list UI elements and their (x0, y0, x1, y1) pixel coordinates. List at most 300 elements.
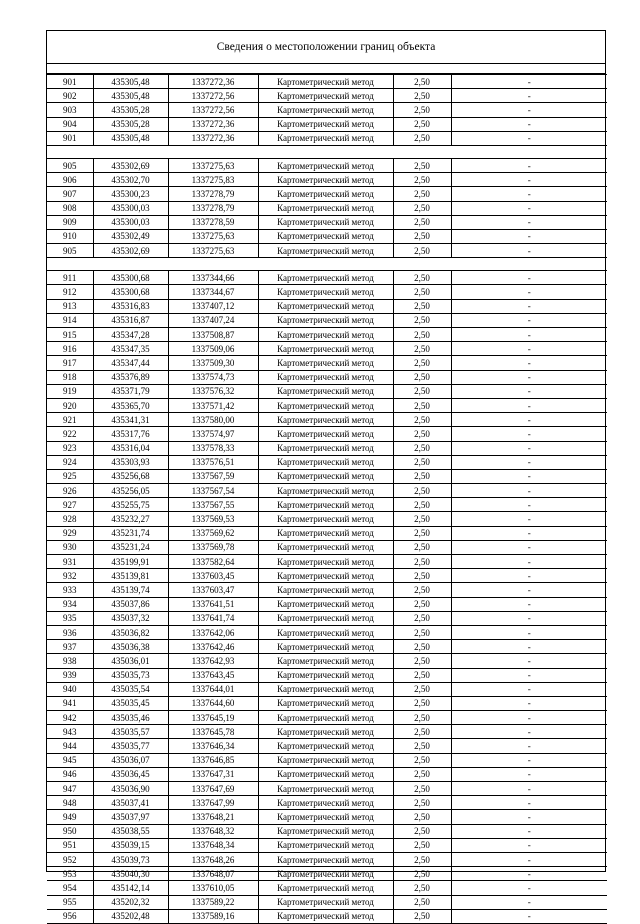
x-coordinate-cell: 435255,75 (93, 498, 168, 512)
point-number-cell: 943 (47, 725, 93, 739)
y-coordinate-cell: 1337644,01 (168, 682, 258, 696)
y-coordinate-cell: 1337278,59 (168, 215, 258, 229)
description-cell: - (451, 215, 607, 229)
x-coordinate-cell: 435365,70 (93, 398, 168, 412)
point-number-cell: 918 (47, 370, 93, 384)
accuracy-cell: 2,50 (393, 881, 451, 895)
point-number-cell: 934 (47, 597, 93, 611)
accuracy-cell: 2,50 (393, 370, 451, 384)
accuracy-cell: 2,50 (393, 427, 451, 441)
y-coordinate-cell: 1337603,47 (168, 583, 258, 597)
y-coordinate-cell: 1337407,12 (168, 299, 258, 313)
point-number-cell: 927 (47, 498, 93, 512)
point-number-cell: 935 (47, 611, 93, 625)
x-coordinate-cell: 435036,01 (93, 654, 168, 668)
description-cell: - (451, 498, 607, 512)
x-coordinate-cell: 435037,97 (93, 810, 168, 824)
table-row (47, 413, 607, 427)
method-cell: Картометрический метод (258, 215, 393, 229)
y-coordinate-cell: 1337578,33 (168, 441, 258, 455)
y-coordinate-cell: 1337641,74 (168, 611, 258, 625)
table-row (47, 187, 607, 201)
accuracy-cell: 2,50 (393, 611, 451, 625)
table-row (47, 782, 607, 796)
y-coordinate-cell: 1337272,56 (168, 89, 258, 103)
accuracy-cell: 2,50 (393, 540, 451, 554)
accuracy-cell: 2,50 (393, 867, 451, 881)
x-coordinate-cell: 435303,93 (93, 455, 168, 469)
method-cell: Картометрический метод (258, 796, 393, 810)
point-number-cell: 922 (47, 427, 93, 441)
x-coordinate-cell: 435302,70 (93, 173, 168, 187)
x-coordinate-cell: 435316,83 (93, 299, 168, 313)
description-cell: - (451, 455, 607, 469)
method-cell: Картометрический метод (258, 271, 393, 285)
table-row (47, 838, 607, 852)
description-cell: - (451, 356, 607, 370)
description-cell: - (451, 654, 607, 668)
accuracy-cell: 2,50 (393, 909, 451, 923)
x-coordinate-cell: 435371,79 (93, 384, 168, 398)
x-coordinate-cell: 435202,32 (93, 895, 168, 909)
point-number-cell: 955 (47, 895, 93, 909)
description-cell: - (451, 75, 607, 89)
accuracy-cell: 2,50 (393, 739, 451, 753)
description-cell: - (451, 187, 607, 201)
method-cell: Картометрический метод (258, 696, 393, 710)
point-number-cell: 904 (47, 117, 93, 131)
method-cell: Картометрический метод (258, 625, 393, 639)
x-coordinate-cell: 435302,69 (93, 158, 168, 172)
x-coordinate-cell: 435037,41 (93, 796, 168, 810)
method-cell: Картометрический метод (258, 89, 393, 103)
description-cell: - (451, 852, 607, 866)
point-number-cell: 920 (47, 398, 93, 412)
description-cell: - (451, 668, 607, 682)
accuracy-cell: 2,50 (393, 413, 451, 427)
x-coordinate-cell: 435231,74 (93, 526, 168, 540)
method-cell: Картометрический метод (258, 244, 393, 258)
point-number-cell: 932 (47, 569, 93, 583)
point-number-cell: 916 (47, 342, 93, 356)
description-cell: - (451, 342, 607, 356)
y-coordinate-cell: 1337278,79 (168, 187, 258, 201)
table-row (47, 75, 607, 89)
method-cell: Картометрический метод (258, 131, 393, 145)
description-cell: - (451, 569, 607, 583)
method-cell: Картометрический метод (258, 725, 393, 739)
method-cell: Картометрический метод (258, 398, 393, 412)
method-cell: Картометрический метод (258, 441, 393, 455)
table-row (47, 117, 607, 131)
table-row (47, 583, 607, 597)
x-coordinate-cell: 435305,28 (93, 103, 168, 117)
description-cell: - (451, 313, 607, 327)
point-number-cell: 917 (47, 356, 93, 370)
x-coordinate-cell: 435231,24 (93, 540, 168, 554)
table-row (47, 611, 607, 625)
method-cell: Картометрический метод (258, 867, 393, 881)
method-cell: Картометрический метод (258, 611, 393, 625)
table-row (47, 384, 607, 398)
y-coordinate-cell: 1337574,73 (168, 370, 258, 384)
description-cell: - (451, 767, 607, 781)
table-row (47, 441, 607, 455)
point-number-cell: 940 (47, 682, 93, 696)
table-row (47, 427, 607, 441)
point-number-cell: 907 (47, 187, 93, 201)
x-coordinate-cell: 435035,57 (93, 725, 168, 739)
y-coordinate-cell: 1337642,93 (168, 654, 258, 668)
description-cell: - (451, 413, 607, 427)
accuracy-cell: 2,50 (393, 654, 451, 668)
x-coordinate-cell: 435376,89 (93, 370, 168, 384)
method-cell: Картометрический метод (258, 654, 393, 668)
description-cell: - (451, 117, 607, 131)
accuracy-cell: 2,50 (393, 782, 451, 796)
method-cell: Картометрический метод (258, 909, 393, 923)
x-coordinate-cell: 435300,68 (93, 285, 168, 299)
y-coordinate-cell: 1337648,32 (168, 824, 258, 838)
description-cell: - (451, 328, 607, 342)
y-coordinate-cell: 1337272,36 (168, 117, 258, 131)
x-coordinate-cell: 435039,15 (93, 838, 168, 852)
x-coordinate-cell: 435300,68 (93, 271, 168, 285)
method-cell: Картометрический метод (258, 540, 393, 554)
description-cell: - (451, 285, 607, 299)
description-cell: - (451, 824, 607, 838)
description-cell: - (451, 526, 607, 540)
x-coordinate-cell: 435035,54 (93, 682, 168, 696)
x-coordinate-cell: 435035,77 (93, 739, 168, 753)
y-coordinate-cell: 1337582,64 (168, 555, 258, 569)
method-cell: Картометрический метод (258, 597, 393, 611)
method-cell: Картометрический метод (258, 824, 393, 838)
table-row (47, 342, 607, 356)
accuracy-cell: 2,50 (393, 838, 451, 852)
table-row (47, 229, 607, 243)
table-row (47, 540, 607, 554)
x-coordinate-cell: 435037,32 (93, 611, 168, 625)
description-cell: - (451, 682, 607, 696)
point-number-cell: 908 (47, 201, 93, 215)
point-number-cell: 953 (47, 867, 93, 881)
y-coordinate-cell: 1337647,69 (168, 782, 258, 796)
y-coordinate-cell: 1337643,45 (168, 668, 258, 682)
point-number-cell: 912 (47, 285, 93, 299)
x-coordinate-cell: 435139,74 (93, 583, 168, 597)
x-coordinate-cell: 435316,04 (93, 441, 168, 455)
method-cell: Картометрический метод (258, 103, 393, 117)
point-number-cell: 910 (47, 229, 93, 243)
description-cell: - (451, 271, 607, 285)
table-row (47, 867, 607, 881)
y-coordinate-cell: 1337642,06 (168, 625, 258, 639)
table-row (47, 725, 607, 739)
point-number-cell: 929 (47, 526, 93, 540)
y-coordinate-cell: 1337648,21 (168, 810, 258, 824)
description-cell: - (451, 229, 607, 243)
y-coordinate-cell: 1337569,53 (168, 512, 258, 526)
method-cell: Картометрический метод (258, 427, 393, 441)
x-coordinate-cell: 435317,76 (93, 427, 168, 441)
point-number-cell: 933 (47, 583, 93, 597)
point-number-cell: 956 (47, 909, 93, 923)
description-cell: - (451, 696, 607, 710)
table-row (47, 299, 607, 313)
table-row (47, 753, 607, 767)
point-number-cell: 925 (47, 469, 93, 483)
accuracy-cell: 2,50 (393, 342, 451, 356)
x-coordinate-cell: 435036,07 (93, 753, 168, 767)
y-coordinate-cell: 1337509,30 (168, 356, 258, 370)
method-cell: Картометрический метод (258, 413, 393, 427)
x-coordinate-cell: 435199,91 (93, 555, 168, 569)
method-cell: Картометрический метод (258, 526, 393, 540)
accuracy-cell: 2,50 (393, 498, 451, 512)
x-coordinate-cell: 435037,86 (93, 597, 168, 611)
accuracy-cell: 2,50 (393, 512, 451, 526)
table-row (47, 895, 607, 909)
accuracy-cell: 2,50 (393, 753, 451, 767)
accuracy-cell: 2,50 (393, 158, 451, 172)
table-row (47, 469, 607, 483)
method-cell: Картометрический метод (258, 583, 393, 597)
table-row (47, 244, 607, 258)
method-cell: Картометрический метод (258, 117, 393, 131)
description-cell: - (451, 370, 607, 384)
x-coordinate-cell: 435232,27 (93, 512, 168, 526)
description-cell: - (451, 555, 607, 569)
table-row (47, 398, 607, 412)
method-cell: Картометрический метод (258, 881, 393, 895)
table-row (47, 824, 607, 838)
x-coordinate-cell: 435142,14 (93, 881, 168, 895)
y-coordinate-cell: 1337272,56 (168, 103, 258, 117)
table-row (47, 796, 607, 810)
y-coordinate-cell: 1337574,97 (168, 427, 258, 441)
accuracy-cell: 2,50 (393, 398, 451, 412)
table-row (47, 852, 607, 866)
x-coordinate-cell: 435347,44 (93, 356, 168, 370)
point-number-cell: 947 (47, 782, 93, 796)
point-number-cell: 950 (47, 824, 93, 838)
x-coordinate-cell: 435202,48 (93, 909, 168, 923)
table-row (47, 201, 607, 215)
method-cell: Картометрический метод (258, 838, 393, 852)
method-cell: Картометрический метод (258, 682, 393, 696)
description-cell: - (451, 131, 607, 145)
y-coordinate-cell: 1337641,51 (168, 597, 258, 611)
accuracy-cell: 2,50 (393, 696, 451, 710)
description-cell: - (451, 611, 607, 625)
x-coordinate-cell: 435302,69 (93, 244, 168, 258)
accuracy-cell: 2,50 (393, 711, 451, 725)
x-coordinate-cell: 435300,23 (93, 187, 168, 201)
accuracy-cell: 2,50 (393, 103, 451, 117)
x-coordinate-cell: 435300,03 (93, 201, 168, 215)
table-row (47, 640, 607, 654)
y-coordinate-cell: 1337603,45 (168, 569, 258, 583)
x-coordinate-cell: 435036,45 (93, 767, 168, 781)
description-cell: - (451, 173, 607, 187)
accuracy-cell: 2,50 (393, 455, 451, 469)
y-coordinate-cell: 1337275,83 (168, 173, 258, 187)
x-coordinate-cell: 435036,38 (93, 640, 168, 654)
y-coordinate-cell: 1337275,63 (168, 158, 258, 172)
table-row (47, 555, 607, 569)
y-coordinate-cell: 1337646,85 (168, 753, 258, 767)
accuracy-cell: 2,50 (393, 75, 451, 89)
description-cell: - (451, 384, 607, 398)
table-row (47, 711, 607, 725)
y-coordinate-cell: 1337344,66 (168, 271, 258, 285)
table-row (47, 285, 607, 299)
accuracy-cell: 2,50 (393, 725, 451, 739)
accuracy-cell: 2,50 (393, 682, 451, 696)
accuracy-cell: 2,50 (393, 131, 451, 145)
y-coordinate-cell: 1337648,26 (168, 852, 258, 866)
point-number-cell: 901 (47, 75, 93, 89)
point-number-cell: 905 (47, 244, 93, 258)
point-number-cell: 944 (47, 739, 93, 753)
method-cell: Картометрический метод (258, 484, 393, 498)
y-coordinate-cell: 1337646,34 (168, 739, 258, 753)
table-row (47, 597, 607, 611)
accuracy-cell: 2,50 (393, 173, 451, 187)
table-row (47, 909, 607, 923)
description-cell: - (451, 540, 607, 554)
description-cell: - (451, 782, 607, 796)
accuracy-cell: 2,50 (393, 810, 451, 824)
x-coordinate-cell: 435347,28 (93, 328, 168, 342)
header-spacer (47, 64, 605, 74)
point-number-cell: 905 (47, 158, 93, 172)
description-cell: - (451, 625, 607, 639)
x-coordinate-cell: 435305,48 (93, 75, 168, 89)
y-coordinate-cell: 1337589,22 (168, 895, 258, 909)
method-cell: Картометрический метод (258, 285, 393, 299)
description-cell: - (451, 753, 607, 767)
description-cell: - (451, 796, 607, 810)
y-coordinate-cell: 1337645,78 (168, 725, 258, 739)
table-row (47, 810, 607, 824)
accuracy-cell: 2,50 (393, 526, 451, 540)
group-separator (47, 258, 607, 271)
table-row (47, 881, 607, 895)
method-cell: Картометрический метод (258, 498, 393, 512)
description-cell: - (451, 895, 607, 909)
x-coordinate-cell: 435035,73 (93, 668, 168, 682)
description-cell: - (451, 711, 607, 725)
accuracy-cell: 2,50 (393, 597, 451, 611)
y-coordinate-cell: 1337275,63 (168, 229, 258, 243)
description-cell: - (451, 103, 607, 117)
description-cell: - (451, 441, 607, 455)
point-number-cell: 902 (47, 89, 93, 103)
description-cell: - (451, 597, 607, 611)
accuracy-cell: 2,50 (393, 555, 451, 569)
accuracy-cell: 2,50 (393, 356, 451, 370)
group-separator (47, 145, 607, 158)
x-coordinate-cell: 435036,82 (93, 625, 168, 639)
y-coordinate-cell: 1337272,36 (168, 131, 258, 145)
x-coordinate-cell: 435035,45 (93, 696, 168, 710)
table-row (47, 696, 607, 710)
point-number-cell: 945 (47, 753, 93, 767)
description-cell: - (451, 512, 607, 526)
description-cell: - (451, 725, 607, 739)
method-cell: Картометрический метод (258, 512, 393, 526)
accuracy-cell: 2,50 (393, 824, 451, 838)
table-row (47, 739, 607, 753)
point-number-cell: 952 (47, 852, 93, 866)
y-coordinate-cell: 1337567,55 (168, 498, 258, 512)
method-cell: Картометрический метод (258, 299, 393, 313)
point-number-cell: 931 (47, 555, 93, 569)
table-row (47, 328, 607, 342)
point-number-cell: 924 (47, 455, 93, 469)
point-number-cell: 901 (47, 131, 93, 145)
y-coordinate-cell: 1337648,34 (168, 838, 258, 852)
point-number-cell: 913 (47, 299, 93, 313)
point-number-cell: 928 (47, 512, 93, 526)
table-row (47, 173, 607, 187)
x-coordinate-cell: 435040,30 (93, 867, 168, 881)
table-row (47, 484, 607, 498)
table-row (47, 498, 607, 512)
accuracy-cell: 2,50 (393, 469, 451, 483)
y-coordinate-cell: 1337407,24 (168, 313, 258, 327)
point-number-cell: 926 (47, 484, 93, 498)
method-cell: Картометрический метод (258, 739, 393, 753)
accuracy-cell: 2,50 (393, 187, 451, 201)
point-number-cell: 903 (47, 103, 93, 117)
point-number-cell: 914 (47, 313, 93, 327)
method-cell: Картометрический метод (258, 356, 393, 370)
y-coordinate-cell: 1337647,99 (168, 796, 258, 810)
description-cell: - (451, 244, 607, 258)
document-frame (46, 30, 606, 922)
y-coordinate-cell: 1337569,62 (168, 526, 258, 540)
accuracy-cell: 2,50 (393, 852, 451, 866)
point-number-cell: 948 (47, 796, 93, 810)
table-row (47, 526, 607, 540)
method-cell: Картометрический метод (258, 187, 393, 201)
point-number-cell: 937 (47, 640, 93, 654)
table-row (47, 682, 607, 696)
method-cell: Картометрический метод (258, 782, 393, 796)
method-cell: Картометрический метод (258, 895, 393, 909)
accuracy-cell: 2,50 (393, 569, 451, 583)
y-coordinate-cell: 1337645,19 (168, 711, 258, 725)
table-row (47, 767, 607, 781)
point-number-cell: 941 (47, 696, 93, 710)
x-coordinate-cell: 435256,05 (93, 484, 168, 498)
method-cell: Картометрический метод (258, 158, 393, 172)
y-coordinate-cell: 1337580,00 (168, 413, 258, 427)
method-cell: Картометрический метод (258, 810, 393, 824)
table-body (47, 75, 607, 924)
table-row (47, 271, 607, 285)
description-cell: - (451, 909, 607, 923)
point-number-cell: 921 (47, 413, 93, 427)
table-row (47, 512, 607, 526)
description-cell: - (451, 484, 607, 498)
point-number-cell: 942 (47, 711, 93, 725)
x-coordinate-cell: 435035,46 (93, 711, 168, 725)
table-row (47, 668, 607, 682)
